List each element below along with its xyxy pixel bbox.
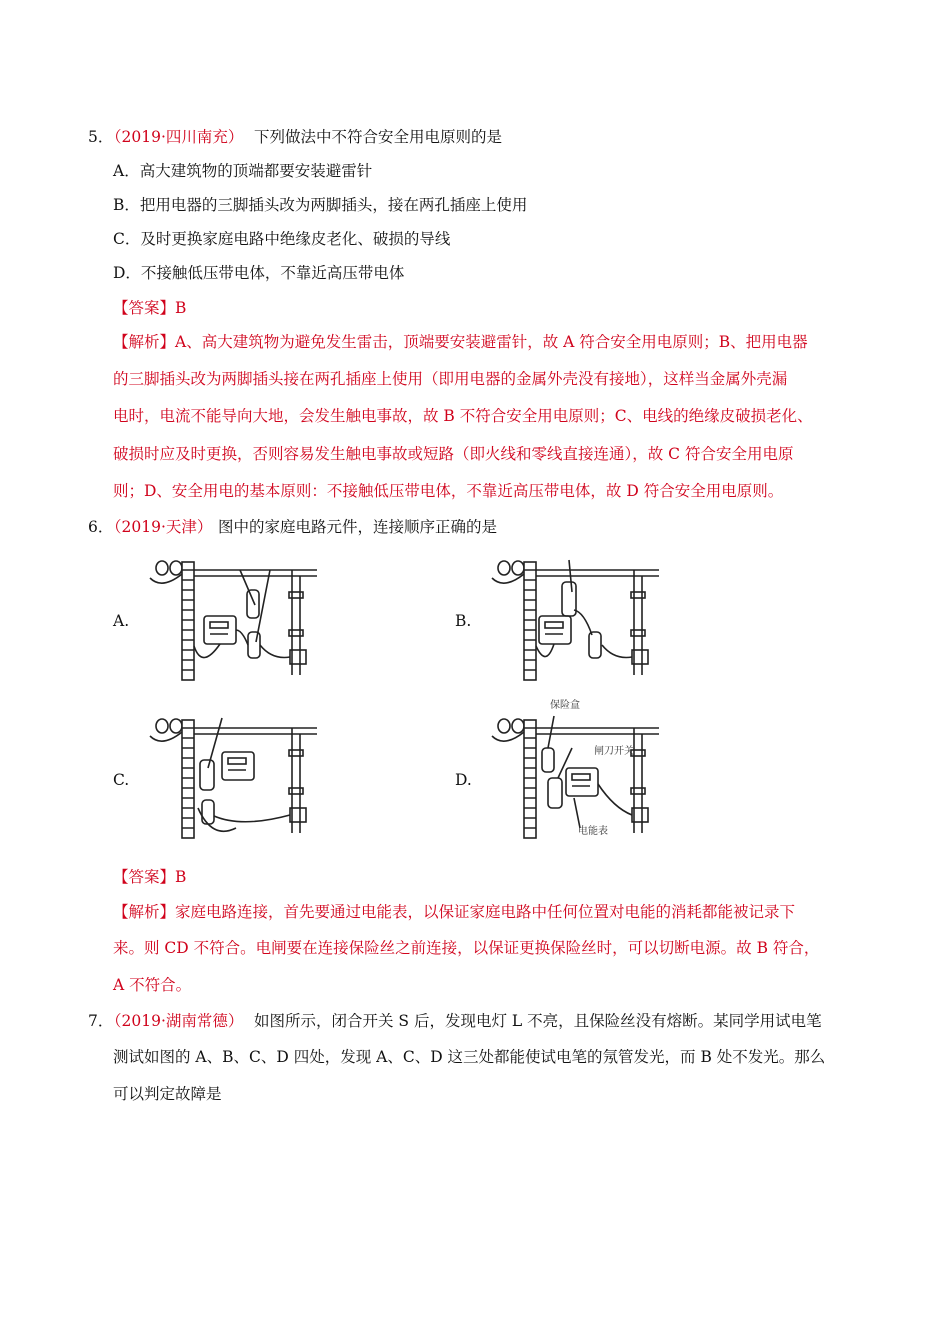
q5-number: 5． [88, 128, 114, 146]
q6-analysis-line: A 不符合。 [113, 976, 192, 994]
q6-option-label-d: D. [455, 771, 472, 789]
q5-option-a: A．高大建筑物的顶端都要安装避雷针 [113, 162, 373, 180]
circuit-figure-d [484, 708, 664, 843]
q5-source: （2019·四川南充） [106, 128, 244, 146]
q7-stem-line: 如图所示，闭合开关 S 后，发现电灯 L 不亮，且保险丝没有熔断。某同学用试电笔 [254, 1012, 822, 1030]
q6-analysis-line: 来。则 CD 不符合。电闸要在连接保险丝之前连接，以保证更换保险丝时，可以切断电源。故 B 符合， [113, 939, 820, 957]
q5-analysis-line: 电时，电流不能导向大地，会发生触电事故，故 B 不符合安全用电原则；C、电线的绝缘皮破损老化、 [113, 407, 813, 425]
q5-analysis-line: 【解析】A、高大建筑物为避免发生雷击，顶端要安装避雷针，故 A 符合安全用电原则；B、把用电器 [113, 333, 808, 351]
circuit-figure-a [142, 550, 322, 685]
q6-answer: 【答案】B [113, 868, 187, 886]
q5-answer: 【答案】B [113, 299, 187, 317]
q5-stem: 下列做法中不符合安全用电原则的是 [254, 128, 503, 146]
q5-analysis-line: 的三脚插头改为两脚插头接在两孔插座上使用（即用电器的金属外壳没有接地），这样当金属外壳漏 [113, 370, 788, 388]
q7-number: 7． [88, 1012, 114, 1030]
q7-source: （2019·湖南常德） [106, 1012, 244, 1030]
q7-stem-line: 测试如图的 A、B、C、D 四处，发现 A、C、D 这三处都能使试电笔的氖管发光，而 B 处不发光。那么 [113, 1048, 826, 1066]
q5-option-d: D．不接触低压带电体，不靠近高压带电体 [113, 264, 405, 282]
q6-stem: 图中的家庭电路元件，连接顺序正确的是 [218, 518, 498, 536]
q7-stem-line: 可以判定故障是 [113, 1085, 222, 1103]
q5-option-c: C．及时更换家庭电路中绝缘皮老化、破损的导线 [113, 230, 451, 248]
q6-option-label-c: C. [113, 771, 130, 789]
q5-analysis-line: 则；D、安全用电的基本原则：不接触低压带电体，不靠近高压带电体，故 D 符合安全用电原则。 [113, 482, 784, 500]
q6-option-label-b: B. [455, 612, 472, 630]
q6-number: 6． [88, 518, 114, 536]
q6-option-label-a: A. [113, 612, 130, 630]
figure-d-label-knife-switch: 闸刀开关 [594, 746, 634, 757]
q5-analysis-line: 破损时应及时更换，否则容易发生触电事故或短路（即火线和零线直接连通），故 C 符合安全用电原 [113, 445, 794, 463]
q6-source: （2019·天津） [106, 518, 213, 536]
q5-option-b: B．把用电器的三脚插头改为两脚插头，接在两孔插座上使用 [113, 196, 528, 214]
circuit-figure-b [484, 550, 664, 685]
circuit-figure-c [142, 708, 322, 843]
q6-analysis-line: 【解析】家庭电路连接，首先要通过电能表，以保证家庭电路中任何位置对电能的消耗都能被记录下 [113, 903, 796, 921]
figure-d-label-meter: 电能表 [578, 826, 608, 837]
figure-d-label-fuse-box: 保险盒 [550, 700, 580, 711]
